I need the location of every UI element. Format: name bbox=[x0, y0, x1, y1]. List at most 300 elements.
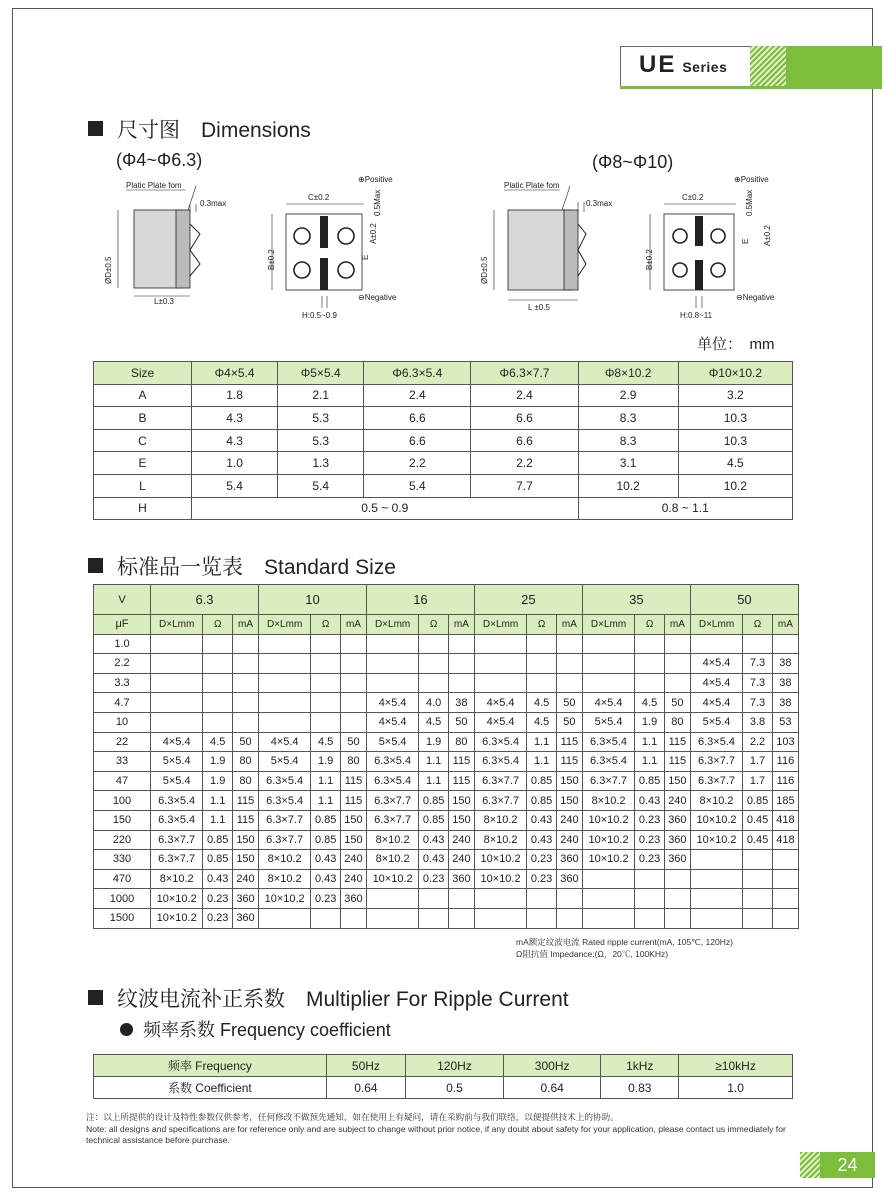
case-size-cell: 6.3×7.7 bbox=[366, 810, 418, 830]
standard-size-table bbox=[93, 584, 799, 929]
empty-cell bbox=[203, 712, 233, 732]
dimension-label: L bbox=[94, 474, 192, 497]
coefficient-row bbox=[94, 1077, 793, 1099]
case-size-cell: 6.3×7.7 bbox=[258, 830, 310, 850]
dimension-value: 5.4 bbox=[278, 474, 364, 497]
ripple-cell: 240 bbox=[556, 810, 582, 830]
sub-header: Ω bbox=[527, 615, 557, 635]
ripple-cell: 240 bbox=[233, 869, 259, 889]
capacitor-body-large bbox=[508, 210, 572, 290]
empty-cell bbox=[233, 634, 259, 654]
dimension-row-h bbox=[94, 497, 793, 520]
dimension-row bbox=[94, 452, 793, 475]
series-header bbox=[620, 46, 882, 90]
ripple-cell: 360 bbox=[664, 850, 690, 870]
empty-cell bbox=[258, 712, 310, 732]
ripple-cell: 115 bbox=[556, 752, 582, 772]
ripple-cell: 115 bbox=[340, 771, 366, 791]
h-value-large: 0.8 ~ 1.1 bbox=[578, 497, 792, 520]
empty-cell bbox=[527, 889, 557, 909]
empty-cell bbox=[743, 869, 773, 889]
frequency-subtitle-text: 频率系数 Frequency coefficient bbox=[143, 1020, 391, 1040]
empty-cell bbox=[664, 908, 690, 928]
empty-cell bbox=[690, 869, 742, 889]
right-h-label: H:0.8~11 bbox=[680, 311, 713, 320]
empty-cell bbox=[233, 693, 259, 713]
freq-cell: 50Hz bbox=[326, 1055, 405, 1077]
terminal-leads bbox=[190, 224, 200, 276]
voltage-header: 25 bbox=[474, 585, 582, 615]
voltage-header: 16 bbox=[366, 585, 474, 615]
empty-cell bbox=[664, 869, 690, 889]
right-c-label: C±0.2 bbox=[682, 193, 704, 202]
dimension-value: 8.3 bbox=[578, 429, 678, 452]
impedance-cell: 4.5 bbox=[311, 732, 341, 752]
sub-header: mA bbox=[556, 615, 582, 635]
empty-cell bbox=[474, 908, 526, 928]
empty-cell bbox=[635, 634, 665, 654]
empty-cell bbox=[203, 693, 233, 713]
empty-cell bbox=[664, 654, 690, 674]
case-size-cell: 8×10.2 bbox=[151, 869, 203, 889]
empty-cell bbox=[448, 908, 474, 928]
impedance-cell: 1.9 bbox=[419, 732, 449, 752]
case-size-cell: 8×10.2 bbox=[366, 830, 418, 850]
ripple-cell: 115 bbox=[233, 810, 259, 830]
ripple-cell: 80 bbox=[340, 752, 366, 772]
ripple-cell: 50 bbox=[448, 712, 474, 732]
ripple-cell: 115 bbox=[448, 771, 474, 791]
impedance-cell: 0.23 bbox=[203, 908, 233, 928]
ripple-cell: 53 bbox=[772, 712, 798, 732]
empty-cell bbox=[474, 673, 526, 693]
impedance-cell: 0.43 bbox=[527, 810, 557, 830]
frequency-table bbox=[93, 1054, 793, 1099]
capacitance-value: 33 bbox=[94, 752, 151, 772]
left-l-label: L±0.3 bbox=[154, 297, 174, 306]
impedance-cell: 7.3 bbox=[743, 693, 773, 713]
impedance-cell: 2.2 bbox=[743, 732, 773, 752]
impedance-cell: 0.85 bbox=[527, 771, 557, 791]
case-size-cell: 6.3×7.7 bbox=[474, 791, 526, 811]
plate-leader-line bbox=[188, 186, 196, 210]
empty-cell bbox=[582, 889, 634, 909]
sub-header: mA bbox=[340, 615, 366, 635]
empty-cell bbox=[419, 673, 449, 693]
empty-cell bbox=[311, 673, 341, 693]
left-positive-label: ⊕Positive bbox=[358, 175, 393, 184]
standard-row bbox=[94, 869, 799, 889]
case-size-cell: 10×10.2 bbox=[690, 810, 742, 830]
frequency-subtitle bbox=[120, 1016, 391, 1042]
case-size-cell: 6.3×5.4 bbox=[151, 810, 203, 830]
standard-row bbox=[94, 830, 799, 850]
empty-cell bbox=[527, 654, 557, 674]
right-plate-label: Platic Plate fom bbox=[504, 181, 560, 190]
case-size-cell: 8×10.2 bbox=[582, 791, 634, 811]
empty-cell bbox=[340, 673, 366, 693]
impedance-cell: 0.85 bbox=[311, 810, 341, 830]
ripple-cell: 115 bbox=[448, 752, 474, 772]
standard-row bbox=[94, 810, 799, 830]
case-size-cell: 10×10.2 bbox=[366, 869, 418, 889]
empty-cell bbox=[527, 908, 557, 928]
round-bullet-icon bbox=[120, 1023, 133, 1036]
impedance-cell: 1.1 bbox=[203, 791, 233, 811]
dimension-row bbox=[94, 474, 793, 497]
empty-cell bbox=[582, 654, 634, 674]
impedance-cell: 0.43 bbox=[311, 850, 341, 870]
case-size-header: Φ6.3×5.4 bbox=[364, 362, 471, 385]
ripple-cell: 240 bbox=[448, 830, 474, 850]
impedance-cell: 7.3 bbox=[743, 673, 773, 693]
impedance-cell: 1.1 bbox=[203, 810, 233, 830]
impedance-cell: 1.9 bbox=[635, 712, 665, 732]
case-size-cell: 6.3×5.4 bbox=[690, 732, 742, 752]
dimension-label: B bbox=[94, 407, 192, 430]
series-green-block bbox=[786, 46, 882, 86]
case-size-cell: 6.3×5.4 bbox=[258, 791, 310, 811]
dimension-value: 2.2 bbox=[471, 452, 578, 475]
capacitance-value: 150 bbox=[94, 810, 151, 830]
empty-cell bbox=[582, 673, 634, 693]
case-size-cell: 4×5.4 bbox=[258, 732, 310, 752]
empty-cell bbox=[474, 889, 526, 909]
unit-label: 单位： mm bbox=[697, 336, 775, 353]
left-a-label: A±0.2 bbox=[369, 223, 378, 244]
sub-header: Ω bbox=[419, 615, 449, 635]
empty-cell bbox=[772, 634, 798, 654]
sub-header: Ω bbox=[311, 615, 341, 635]
ripple-cell: 50 bbox=[664, 693, 690, 713]
ripple-cell: 240 bbox=[340, 850, 366, 870]
impedance-cell: 0.43 bbox=[527, 830, 557, 850]
empty-cell bbox=[203, 654, 233, 674]
case-size-cell: 6.3×7.7 bbox=[258, 810, 310, 830]
freq-cell: 300Hz bbox=[503, 1055, 601, 1077]
empty-cell bbox=[233, 673, 259, 693]
freq-cell: 1kHz bbox=[601, 1055, 679, 1077]
impedance-note: Ω阻抗值 Impedance:(Ω，20℃, 100KHz) bbox=[516, 949, 669, 959]
empty-cell bbox=[556, 634, 582, 654]
empty-cell bbox=[556, 908, 582, 928]
empty-cell bbox=[151, 712, 203, 732]
empty-cell bbox=[311, 712, 341, 732]
empty-cell bbox=[203, 634, 233, 654]
ripple-cell: 150 bbox=[233, 830, 259, 850]
voltage-header: 50 bbox=[690, 585, 798, 615]
case-size-cell: 5×5.4 bbox=[151, 771, 203, 791]
ripple-cell: 115 bbox=[233, 791, 259, 811]
ripple-cell: 103 bbox=[772, 732, 798, 752]
empty-cell bbox=[527, 634, 557, 654]
dimension-value: 10.3 bbox=[678, 429, 792, 452]
frequency-label: 频率 Frequency bbox=[94, 1055, 327, 1077]
case-size-cell: 5×5.4 bbox=[151, 752, 203, 772]
case-size-cell: 8×10.2 bbox=[258, 869, 310, 889]
empty-cell bbox=[448, 889, 474, 909]
impedance-cell: 0.85 bbox=[203, 850, 233, 870]
case-size-cell: 5×5.4 bbox=[582, 712, 634, 732]
ripple-cell: 38 bbox=[448, 693, 474, 713]
dimension-row bbox=[94, 407, 793, 430]
dimension-value: 7.7 bbox=[471, 474, 578, 497]
left-dimension-diagram bbox=[96, 172, 426, 324]
uf-label: μF bbox=[94, 615, 151, 635]
impedance-cell: 0.85 bbox=[527, 791, 557, 811]
dimension-label: A bbox=[94, 384, 192, 407]
sub-header: Ω bbox=[203, 615, 233, 635]
h-value-small: 0.5 ~ 0.9 bbox=[192, 497, 579, 520]
sub-header-row bbox=[94, 615, 799, 635]
sub-header: mA bbox=[664, 615, 690, 635]
square-bullet-icon bbox=[88, 121, 103, 136]
left-max-label: 0.3max bbox=[200, 199, 227, 208]
empty-cell bbox=[582, 908, 634, 928]
left-e-label: E bbox=[361, 254, 370, 260]
impedance-cell: 0.23 bbox=[419, 869, 449, 889]
coef-cell: 0.5 bbox=[406, 1077, 504, 1099]
impedance-cell: 4.5 bbox=[635, 693, 665, 713]
impedance-cell: 0.85 bbox=[419, 791, 449, 811]
dimension-value: 1.3 bbox=[278, 452, 364, 475]
ripple-cell: 150 bbox=[448, 810, 474, 830]
empty-cell bbox=[203, 673, 233, 693]
empty-cell bbox=[151, 673, 203, 693]
sub-header: D×Lmm bbox=[151, 615, 203, 635]
right-negative-label: ⊖Negative bbox=[736, 293, 775, 302]
series-stripes bbox=[750, 46, 786, 86]
impedance-cell: 0.23 bbox=[527, 850, 557, 870]
ripple-cell: 185 bbox=[772, 791, 798, 811]
ripple-cell: 80 bbox=[233, 771, 259, 791]
empty-cell bbox=[366, 889, 418, 909]
right-halfmax-label: 0.5Max bbox=[745, 189, 754, 216]
empty-cell bbox=[690, 634, 742, 654]
standard-row bbox=[94, 732, 799, 752]
empty-cell bbox=[772, 850, 798, 870]
impedance-cell: 0.43 bbox=[203, 869, 233, 889]
impedance-cell: 0.43 bbox=[635, 791, 665, 811]
dimension-table bbox=[93, 361, 793, 520]
empty-cell bbox=[448, 634, 474, 654]
dimension-value: 1.8 bbox=[192, 384, 278, 407]
case-size-header: Φ6.3×7.7 bbox=[471, 362, 578, 385]
dimension-value: 2.9 bbox=[578, 384, 678, 407]
case-size-cell: 6.3×7.7 bbox=[690, 771, 742, 791]
dimension-row bbox=[94, 429, 793, 452]
case-size-cell: 6.3×5.4 bbox=[582, 732, 634, 752]
impedance-cell: 0.23 bbox=[635, 810, 665, 830]
empty-cell bbox=[151, 654, 203, 674]
dimension-value: 2.4 bbox=[471, 384, 578, 407]
sub-header: Ω bbox=[635, 615, 665, 635]
capacitance-value: 22 bbox=[94, 732, 151, 752]
voltage-header: 6.3 bbox=[151, 585, 259, 615]
impedance-cell: 1.1 bbox=[527, 752, 557, 772]
case-size-cell: 10×10.2 bbox=[474, 869, 526, 889]
series-box bbox=[620, 46, 750, 86]
empty-cell bbox=[743, 889, 773, 909]
impedance-cell: 1.1 bbox=[527, 732, 557, 752]
left-c-label: C±0.2 bbox=[308, 193, 330, 202]
dimension-value: 10.3 bbox=[678, 407, 792, 430]
standard-row bbox=[94, 889, 799, 909]
empty-cell bbox=[635, 908, 665, 928]
coef-cell: 0.64 bbox=[503, 1077, 601, 1099]
empty-cell bbox=[311, 693, 341, 713]
capacitance-value: 1500 bbox=[94, 908, 151, 928]
ripple-cell: 50 bbox=[556, 712, 582, 732]
impedance-cell: 0.85 bbox=[203, 830, 233, 850]
empty-cell bbox=[582, 869, 634, 889]
impedance-cell: 1.9 bbox=[311, 752, 341, 772]
case-size-cell: 6.3×5.4 bbox=[258, 771, 310, 791]
series-word: Series bbox=[682, 59, 728, 75]
right-positive-label: ⊕Positive bbox=[734, 175, 769, 184]
impedance-cell: 0.85 bbox=[743, 791, 773, 811]
ripple-cell: 38 bbox=[772, 654, 798, 674]
case-size-cell: 6.3×7.7 bbox=[151, 830, 203, 850]
impedance-cell: 0.45 bbox=[743, 830, 773, 850]
dimension-row bbox=[94, 384, 793, 407]
empty-cell bbox=[311, 908, 341, 928]
ripple-cell: 150 bbox=[556, 791, 582, 811]
empty-cell bbox=[448, 654, 474, 674]
case-size-cell: 5×5.4 bbox=[258, 752, 310, 772]
capacitance-value: 1000 bbox=[94, 889, 151, 909]
square-bullet-icon bbox=[88, 990, 103, 1005]
standard-row bbox=[94, 634, 799, 654]
sub-header: D×Lmm bbox=[258, 615, 310, 635]
standard-row bbox=[94, 693, 799, 713]
empty-cell bbox=[366, 654, 418, 674]
ripple-note: mA额定纹波电流 Rated ripple current(mA, 105℃, 120Hz) bbox=[516, 937, 733, 947]
impedance-cell: 0.23 bbox=[203, 889, 233, 909]
impedance-cell: 4.0 bbox=[419, 693, 449, 713]
standard-title-text: 标准品一览表 Standard Size bbox=[117, 556, 396, 579]
dimension-label: E bbox=[94, 452, 192, 475]
empty-cell bbox=[258, 908, 310, 928]
case-size-header: Φ8×10.2 bbox=[578, 362, 678, 385]
standard-row bbox=[94, 791, 799, 811]
case-size-cell: 6.3×5.4 bbox=[366, 771, 418, 791]
empty-cell bbox=[474, 634, 526, 654]
frequency-row bbox=[94, 1055, 793, 1077]
case-size-cell: 4×5.4 bbox=[582, 693, 634, 713]
voltage-header: 35 bbox=[582, 585, 690, 615]
empty-cell bbox=[258, 673, 310, 693]
dimension-value: 3.1 bbox=[578, 452, 678, 475]
page-number-block bbox=[800, 1148, 875, 1180]
case-size-cell: 10×10.2 bbox=[690, 830, 742, 850]
dimension-value: 3.2 bbox=[678, 384, 792, 407]
impedance-cell: 0.23 bbox=[635, 850, 665, 870]
empty-cell bbox=[340, 693, 366, 713]
size-header: Size bbox=[94, 362, 192, 385]
case-size-header: Φ4×5.4 bbox=[192, 362, 278, 385]
ripple-cell: 115 bbox=[556, 732, 582, 752]
empty-cell bbox=[743, 634, 773, 654]
impedance-cell: 0.43 bbox=[311, 869, 341, 889]
right-d-label: ØD±0.5 bbox=[480, 256, 489, 284]
ripple-cell: 240 bbox=[556, 830, 582, 850]
case-size-cell: 4×5.4 bbox=[366, 693, 418, 713]
ripple-cell: 150 bbox=[233, 850, 259, 870]
freq-cell: ≥10kHz bbox=[679, 1055, 793, 1077]
case-size-cell: 8×10.2 bbox=[474, 830, 526, 850]
sub-header: mA bbox=[448, 615, 474, 635]
dimension-value: 6.6 bbox=[471, 407, 578, 430]
ripple-cell: 360 bbox=[664, 810, 690, 830]
impedance-cell: 0.43 bbox=[419, 830, 449, 850]
standard-size-title bbox=[88, 551, 396, 581]
standard-row bbox=[94, 850, 799, 870]
dimension-value: 5.4 bbox=[364, 474, 471, 497]
voltage-header: 10 bbox=[258, 585, 366, 615]
ripple-cell: 116 bbox=[772, 771, 798, 791]
case-size-cell: 5×5.4 bbox=[690, 712, 742, 732]
empty-cell bbox=[419, 654, 449, 674]
left-plate-label: Platic Plate fom bbox=[126, 181, 182, 190]
series-underline bbox=[620, 86, 882, 89]
empty-cell bbox=[635, 673, 665, 693]
impedance-cell: 4.5 bbox=[203, 732, 233, 752]
empty-cell bbox=[340, 908, 366, 928]
empty-cell bbox=[366, 673, 418, 693]
dimension-value: 2.2 bbox=[364, 452, 471, 475]
empty-cell bbox=[556, 654, 582, 674]
capacitance-value: 100 bbox=[94, 791, 151, 811]
empty-cell bbox=[340, 634, 366, 654]
empty-cell bbox=[772, 869, 798, 889]
capacitor-body bbox=[134, 210, 182, 288]
empty-cell bbox=[772, 889, 798, 909]
dimension-value: 1.0 bbox=[192, 452, 278, 475]
dimension-value: 4.5 bbox=[678, 452, 792, 475]
empty-cell bbox=[690, 850, 742, 870]
ripple-cell: 50 bbox=[340, 732, 366, 752]
impedance-cell: 1.1 bbox=[635, 752, 665, 772]
dimension-header-row bbox=[94, 362, 793, 385]
impedance-cell: 1.1 bbox=[311, 791, 341, 811]
ripple-cell: 150 bbox=[340, 810, 366, 830]
capacitance-value: 330 bbox=[94, 850, 151, 870]
dimensions-title-text: 尺寸图 Dimensions bbox=[117, 119, 311, 142]
ripple-cell: 360 bbox=[340, 889, 366, 909]
empty-cell bbox=[664, 634, 690, 654]
empty-cell bbox=[258, 693, 310, 713]
empty-cell bbox=[151, 693, 203, 713]
dimension-value: 5.3 bbox=[278, 429, 364, 452]
empty-cell bbox=[582, 634, 634, 654]
case-size-cell: 10×10.2 bbox=[582, 830, 634, 850]
empty-cell bbox=[743, 850, 773, 870]
case-size-cell: 4×5.4 bbox=[151, 732, 203, 752]
impedance-cell: 0.23 bbox=[527, 869, 557, 889]
impedance-cell: 0.85 bbox=[419, 810, 449, 830]
left-d-label: ØD±0.5 bbox=[104, 256, 113, 284]
capacitance-value: 220 bbox=[94, 830, 151, 850]
ripple-cell: 240 bbox=[340, 869, 366, 889]
capacitance-value: 2.2 bbox=[94, 654, 151, 674]
sub-header: D×Lmm bbox=[690, 615, 742, 635]
case-size-cell: 10×10.2 bbox=[474, 850, 526, 870]
case-size-cell: 8×10.2 bbox=[366, 850, 418, 870]
empty-cell bbox=[151, 634, 203, 654]
impedance-cell: 1.1 bbox=[635, 732, 665, 752]
right-diagram-caption: (Φ8~Φ10) bbox=[592, 152, 674, 172]
